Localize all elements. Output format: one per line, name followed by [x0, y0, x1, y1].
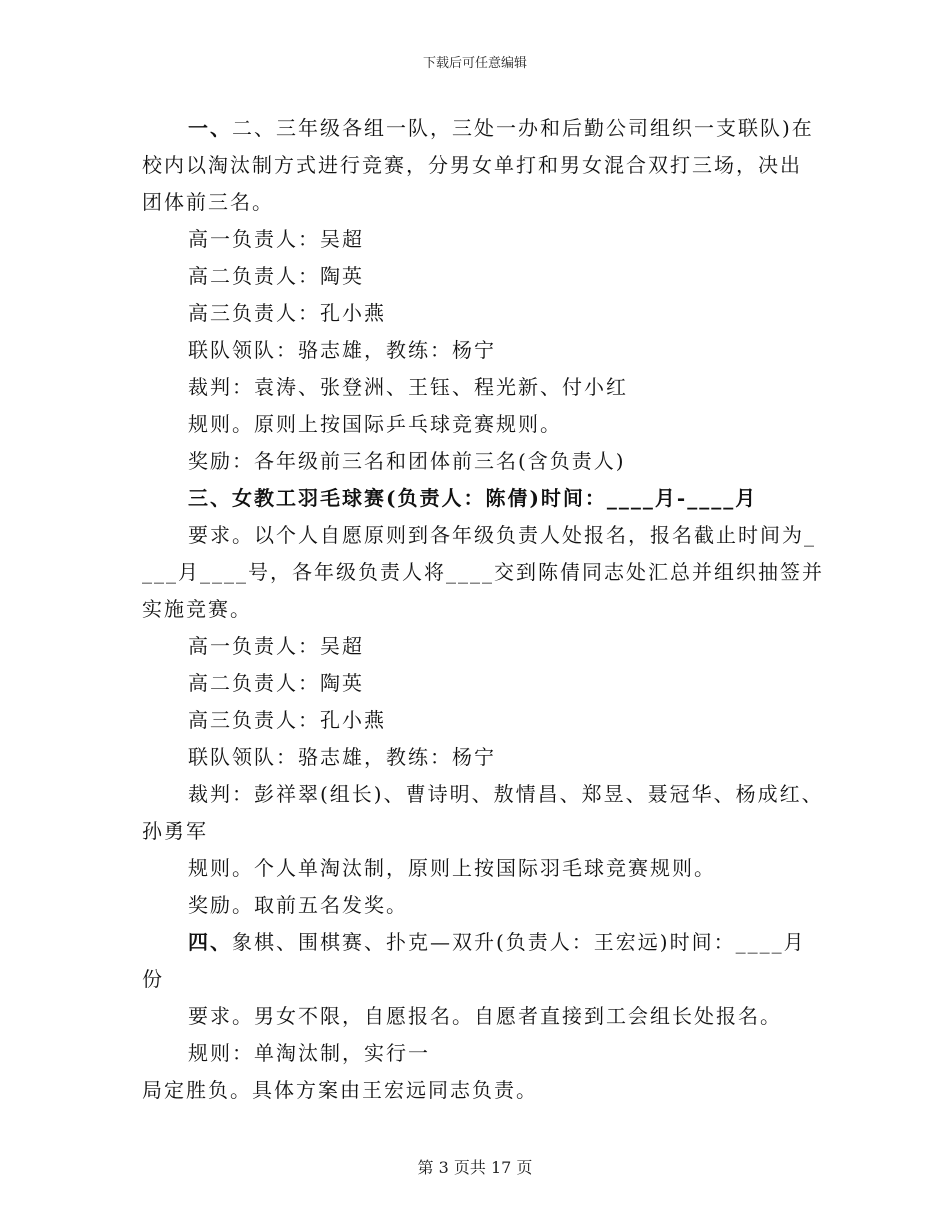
grade1-leader: 高一负责人：吴超: [188, 634, 364, 658]
paragraph-table-tennis-teams: [142, 110, 814, 147]
page-footer: 第 3 页共 17 页: [417, 1158, 533, 1177]
grade2-leader: 高二负责人：陶英: [188, 671, 364, 695]
paragraph-line: 份: [142, 967, 164, 991]
grade3-leader: 高三负责人：孔小燕: [188, 708, 386, 732]
grade3-leader: 高三负责人：孔小燕: [188, 301, 386, 325]
paragraph-text: 二、三年级各组一队，三处一办和后勤公司组织一支联队)在: [232, 116, 814, 140]
paragraph-line: 局定胜负。具体方案由王宏远同志负责。: [142, 1078, 538, 1102]
awards: 奖励：各年级前三名和团体前三名(含负责人): [188, 449, 626, 473]
paragraph-line: ___月____号，各年级负责人将____交到陈倩同志处汇总并组织抽签并: [142, 560, 824, 584]
page-header: 下载后可任意编辑: [422, 56, 527, 71]
paragraph-line: 孙勇军: [142, 819, 208, 843]
joint-team-leader: 联队领队：骆志雄，教练：杨宁: [188, 745, 496, 769]
rules: 规则。原则上按国际乒乓球竞赛规则。: [188, 412, 562, 436]
grade1-leader: 高一负责人：吴超: [188, 227, 364, 251]
badminton-requirements: 要求。以个人自愿原则到各年级负责人处报名，报名截止时间为_: [188, 523, 816, 547]
section-heading-badminton: 三、女教工羽毛球赛(负责人：陈倩)时间：____月-____月: [188, 486, 758, 510]
section-number: 四、: [188, 930, 232, 954]
rules: 规则。个人单淘汰制，原则上按国际羽毛球竞赛规则。: [188, 856, 716, 880]
document-body: [142, 110, 824, 1109]
paragraph-line: 校内以淘汰制方式进行竞赛，分男女单打和男女混合双打三场，决出: [142, 153, 802, 177]
chess-requirements: 要求。男女不限，自愿报名。自愿者直接到工会组长处报名。: [188, 1004, 782, 1028]
paragraph-text: 象棋、围棋赛、扑克—双升(负责人：王宏远)时间：____月: [232, 930, 806, 954]
section-number: 一、: [188, 116, 232, 140]
paragraph-line: 实施竞赛。: [142, 597, 252, 621]
section-heading-chess: [142, 924, 808, 961]
referees: 裁判：袁涛、张登洲、王钰、程光新、付小红: [188, 375, 628, 399]
chess-rules: 规则：单淘汰制，实行一: [188, 1041, 430, 1065]
joint-team-leader: 联队领队：骆志雄，教练：杨宁: [188, 338, 496, 362]
grade2-leader: 高二负责人：陶英: [188, 264, 364, 288]
paragraph-line: 团体前三名。: [142, 190, 274, 214]
awards: 奖励。取前五名发奖。: [188, 893, 408, 917]
referees: 裁判：彭祥翠(组长)、曹诗明、敖情昌、郑昱、聂冠华、杨成红、: [188, 782, 824, 806]
